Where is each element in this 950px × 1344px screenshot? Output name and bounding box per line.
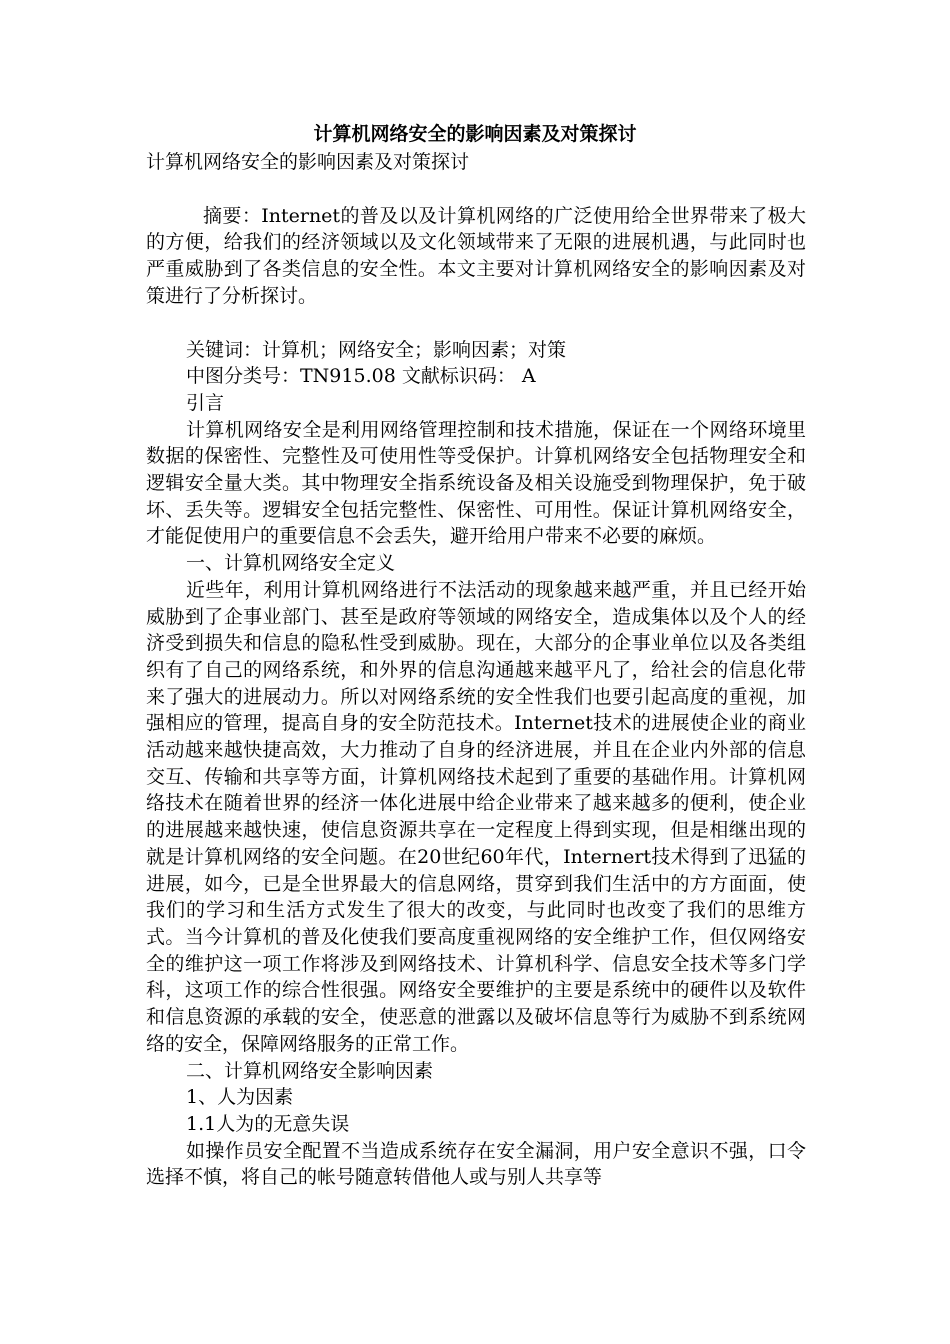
classification-line: 中图分类号：TN915.08 文献标识码： A (186, 365, 536, 388)
document-body (146, 149, 806, 1191)
abstract-paragraph: 摘要：Internet的普及以及计算机网络的广泛使用给全世界带来了极大的方便，给我们的经济领域以及文化领域带来了无限的进展机遇，与此同时也严重威胁到了各类信息的安全性。本文主要对计算机网络安全的影响因素及对策进行了分析探讨。 (146, 204, 806, 307)
section-1-heading: 一、计算机网络安全定义 (186, 552, 396, 575)
section-1-paragraph: 近些年，利用计算机网络进行不法活动的现象越来越严重，并且已经开始威胁到了企事业部门、甚至是政府等领域的网络安全，造成集体以及个人的经济受到损失和信息的隐私性受到威胁。现在，大部分的企事业单位以及各类组织有了自己的网络系统，和外界的信息沟通越来越平凡了，给社会的信息化带来了强大的进展动力。所以对网络系统的安全性我们也要引起高度的重视，加强相应的管理，提高自身的安全防范技术。Internet技术的进展使企业的商业活动越来越快捷高效，大力推动了自身的经济进展，并且在企业内外部的信息交互、传输和共享等方面，计算机网络技术起到了重要的基础作用。计算机网络技术在随着世界的经济一体化进展中给企业带来了越来越多的便利，使企业的进展越来越快速，使信息资源共享在一定程度上得到实现，但是相继出现的就是计算机网络的安全问题。在20世纪60年代，Internert技术得到了迅猛的进展，如今，已是全世界最大的信息网络，贯穿到我们生活中的方方面面，使我们的学习和生活方式发生了很大的改变，与此同时也改变了我们的思维方式。当今计算机的普及化使我们要高度重视网络的安全维护工作，但仅网络安全的维护这一项工作将涉及到网络技术、计算机科学、信息安全技术等多门学科，这项工作的综合性很强。网络安全要维护的主要是系统中的硬件以及软件和信息资源的承载的安全，使恶意的泄露以及破坏信息等行为威胁不到系统网络的安全，保障网络服务的正常工作。 (146, 578, 806, 1055)
section-2-1-1-paragraph: 如操作员安全配置不当造成系统存在安全漏洞，用户安全意识不强，口令选择不慎，将自己的帐号随意转借他人或与别人共享等 (146, 1139, 806, 1189)
intro-paragraph: 计算机网络安全是利用网络管理控制和技术措施，保证在一个网络环境里数据的保密性、完整性及可使用性等受保护。计算机网络安全包括物理安全和逻辑安全量大类。其中物理安全指系统设备及相关设施受到物理保护，免于破坏、丢失等。逻辑安全包括完整性、保密性、可用性。保证计算机网络安全，才能促使用户的重要信息不会丢失，避开给用户带来不必要的麻烦。 (146, 418, 806, 548)
document-subtitle: 计算机网络安全的影响因素及对策探讨 (146, 151, 470, 173)
keywords-line: 关键词：计算机；网络安全；影响因素；对策 (186, 338, 567, 361)
section-2-1-heading: 1、人为因素 (186, 1086, 294, 1109)
section-2-heading: 二、计算机网络安全影响因素 (186, 1059, 434, 1082)
document-title: 计算机网络安全的影响因素及对策探讨 (313, 123, 637, 145)
section-2-1-1-heading: 1.1人为的无意失误 (186, 1112, 350, 1135)
intro-heading: 引言 (186, 391, 225, 414)
